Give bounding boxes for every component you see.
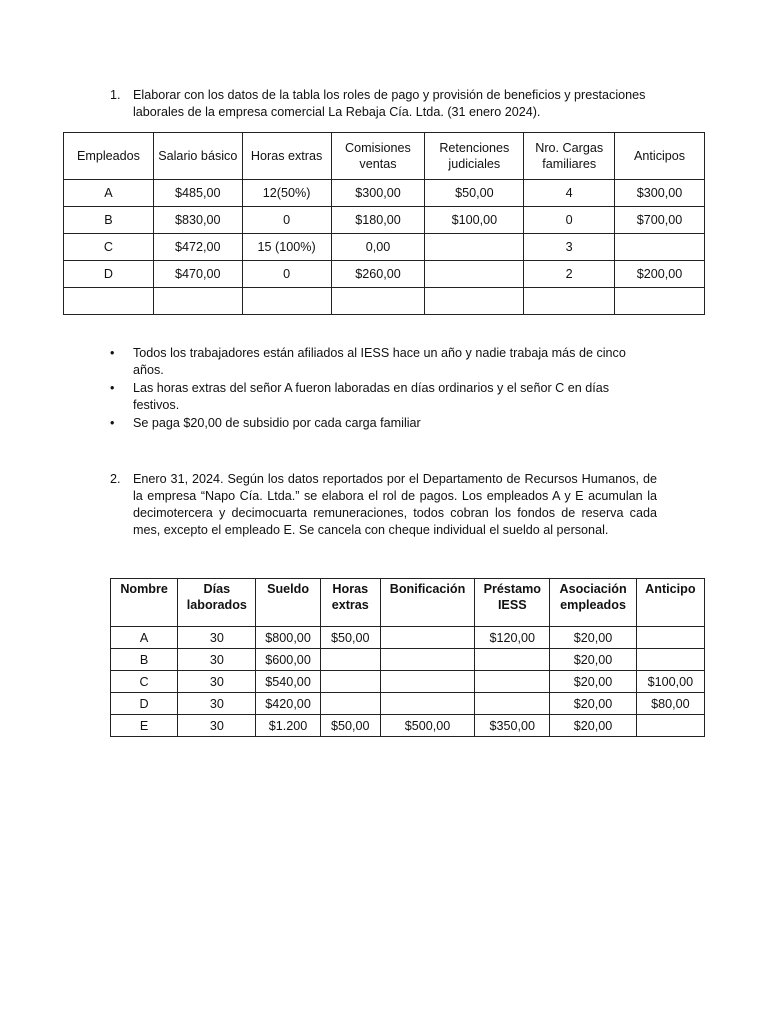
table-cell: 30 [178,693,256,715]
table-cell [475,649,550,671]
list-item [110,415,630,432]
table-cell: $830,00 [153,207,242,234]
table-cell [636,649,704,671]
list-item [110,380,630,414]
table-cell: $50,00 [320,715,380,737]
table-row [111,627,705,649]
table-row [111,693,705,715]
table-cell [320,671,380,693]
table-cell [320,693,380,715]
table-cell [636,715,704,737]
bullet-marker: • [110,346,115,360]
col-header: Anticipo [636,579,704,627]
table-cell [524,288,615,315]
col-header: Salario básico [153,133,242,180]
payroll-table-2 [110,578,705,737]
table-cell: $472,00 [153,234,242,261]
table-cell [380,671,474,693]
col-header: Horas extras [320,579,380,627]
table-cell: 0,00 [331,234,425,261]
col-header: Asociación empleados [550,579,636,627]
table-cell: $20,00 [550,649,636,671]
table-cell: $470,00 [153,261,242,288]
q1-number: 1. [110,88,121,102]
table-cell: $485,00 [153,180,242,207]
table-cell: $100,00 [636,671,704,693]
table-header-row [64,133,705,180]
table-cell: $300,00 [615,180,705,207]
table-cell [242,288,331,315]
table-cell: D [64,261,154,288]
list-item-text: Se paga $20,00 de subsidio por cada carga familiar [133,416,421,430]
table-cell: $200,00 [615,261,705,288]
table-cell: 30 [178,715,256,737]
table-cell: A [111,627,178,649]
table-cell: $420,00 [256,693,320,715]
table-row [64,288,705,315]
q2-number: 2. [110,472,121,486]
table-cell: $50,00 [425,180,524,207]
table-cell: 12(50%) [242,180,331,207]
table-cell: 30 [178,671,256,693]
table-cell [380,627,474,649]
payroll-table-1 [63,132,705,315]
table-cell: $20,00 [550,627,636,649]
table-row [64,261,705,288]
table-cell: $500,00 [380,715,474,737]
table-cell: E [111,715,178,737]
table-cell: $100,00 [425,207,524,234]
table-cell [475,693,550,715]
bullet-marker: • [110,381,115,395]
table-cell: A [64,180,154,207]
table-cell: $20,00 [550,671,636,693]
table-cell: 30 [178,649,256,671]
table-cell [425,288,524,315]
bullet-marker: • [110,416,115,430]
table-row [64,207,705,234]
table-cell [331,288,425,315]
table-cell: $700,00 [615,207,705,234]
table-cell: $540,00 [256,671,320,693]
table-cell: 0 [242,207,331,234]
table-cell [475,671,550,693]
table-cell: $120,00 [475,627,550,649]
table-cell: $600,00 [256,649,320,671]
table-cell: 30 [178,627,256,649]
col-header: Préstamo IESS [475,579,550,627]
list-item [110,345,630,379]
table-cell: $20,00 [550,715,636,737]
notes-list [110,345,630,433]
table-row [64,180,705,207]
q1-instruction: Elaborar con los datos de la tabla los roles de pago y provisión de beneficios y prestaciones laborales de la empresa comercial La Rebaja Cía. Ltda. (31 enero 2024). [133,88,646,119]
table-cell: 0 [242,261,331,288]
table-cell: $1.200 [256,715,320,737]
table-cell: B [64,207,154,234]
table-cell [425,234,524,261]
col-header: Comisiones ventas [331,133,425,180]
table-row [111,715,705,737]
table-cell [153,288,242,315]
table-cell: 15 (100%) [242,234,331,261]
table-cell: C [111,671,178,693]
table-cell: 2 [524,261,615,288]
table-cell [380,693,474,715]
q2-instruction: Enero 31, 2024. Según los datos reportados por el Departamento de Recursos Humanos, de la empresa “Napo Cía. Ltda.” se elabora el rol de pagos. Los empleados A y E acumulan la decimotercera y decimocuarta remuneraciones, todos cobran los fondos de reserva cada mes, excepto el empleado E. Se cancela con cheque individual el sueldo al personal. [133,472,657,537]
col-header: Nro. Cargas familiares [524,133,615,180]
table-cell: $800,00 [256,627,320,649]
col-header: Anticipos [615,133,705,180]
col-header: Sueldo [256,579,320,627]
col-header: Nombre [111,579,178,627]
table-header-row [111,579,705,627]
table-cell [615,234,705,261]
col-header: Empleados [64,133,154,180]
table-cell: $50,00 [320,627,380,649]
table-row [111,649,705,671]
table-cell: $300,00 [331,180,425,207]
table-cell [636,627,704,649]
table-row [64,234,705,261]
table-cell: $80,00 [636,693,704,715]
list-item-text: Todos los trabajadores están afiliados al IESS hace un año y nadie trabaja más de cinco años. [133,346,626,377]
table-cell: 4 [524,180,615,207]
table-cell: $260,00 [331,261,425,288]
table-cell: $350,00 [475,715,550,737]
table-cell: $20,00 [550,693,636,715]
col-header: Bonificación [380,579,474,627]
table-row [111,671,705,693]
table-cell [320,649,380,671]
table-cell [380,649,474,671]
table-cell: B [111,649,178,671]
table-cell: 3 [524,234,615,261]
col-header: Días laborados [178,579,256,627]
table-cell [64,288,154,315]
col-header: Retenciones judiciales [425,133,524,180]
table-cell: $180,00 [331,207,425,234]
table-cell: C [64,234,154,261]
table-cell: 0 [524,207,615,234]
table-cell: D [111,693,178,715]
col-header: Horas extras [242,133,331,180]
table-cell [615,288,705,315]
table-cell [425,261,524,288]
list-item-text: Las horas extras del señor A fueron laboradas en días ordinarios y el señor C en días festivos. [133,381,610,412]
